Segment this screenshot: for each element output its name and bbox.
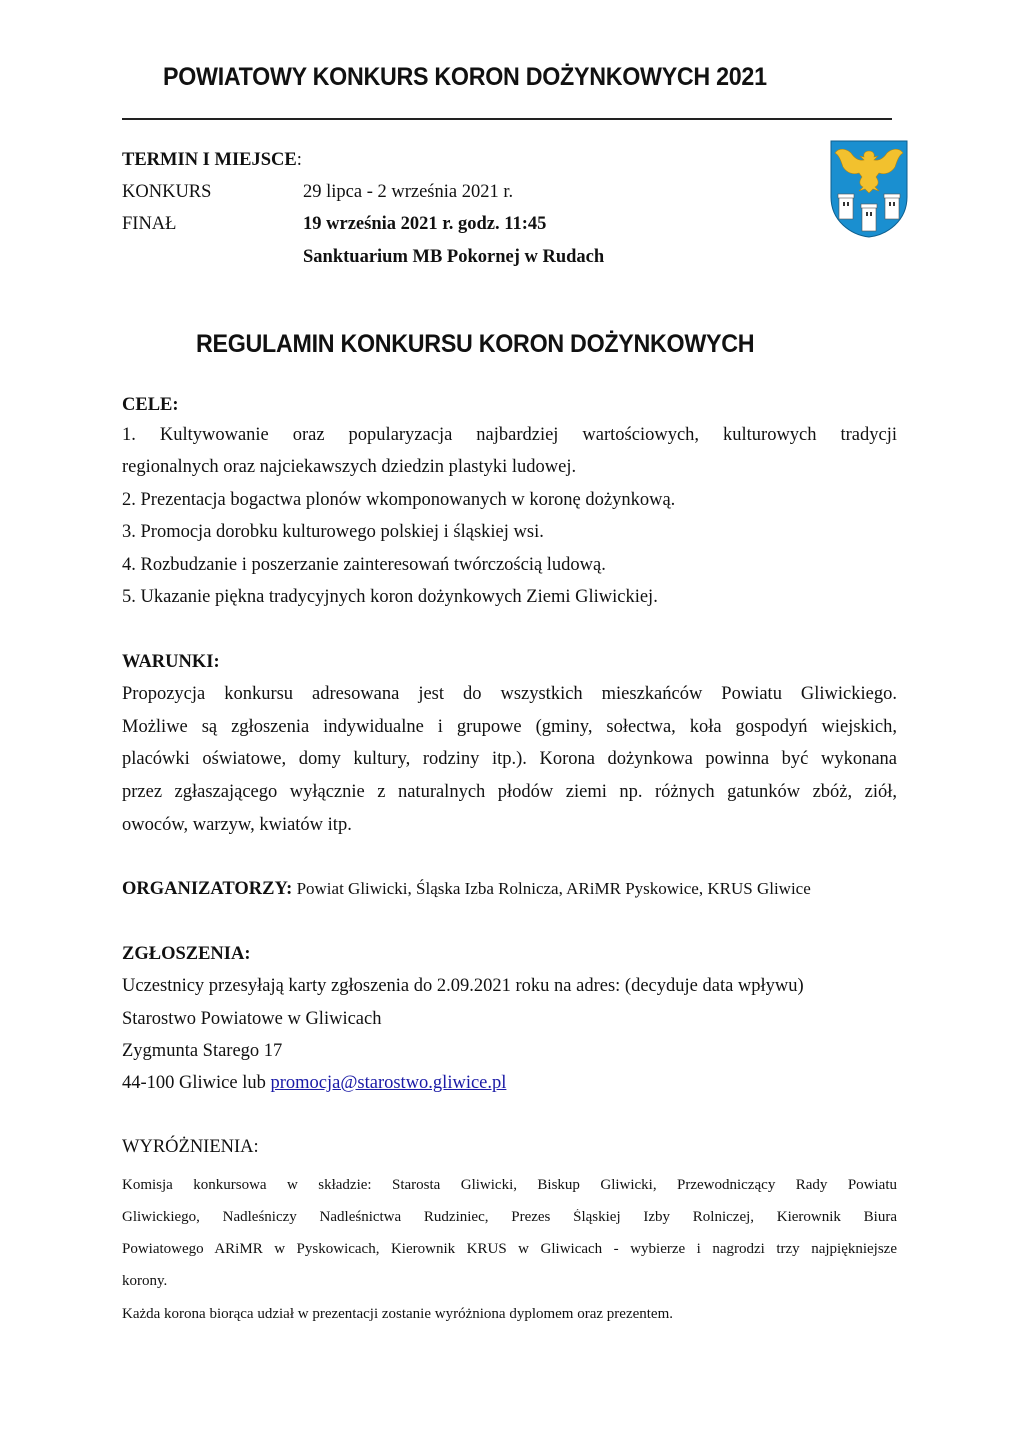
cele-line: 5. Ukazanie piękna tradycyjnych koron dożynkowych Ziemi Gliwickiej. <box>122 587 658 607</box>
wyroznienia-line: Powiatowego ARiMR w Pyskowicach, Kierownik KRUS w Gliwicach - wybierze i nagrodzi trzy najpiękniejsze <box>122 1241 897 1257</box>
organizatorzy-heading: ORGANIZATORZY: <box>122 879 293 899</box>
termin-value-konkurs: 29 lipca - 2 września 2021 r. <box>303 182 514 202</box>
cele-line: 4. Rozbudzanie i poszerzanie zainteresowań twórczością ludową. <box>122 555 606 575</box>
regulamin-title: REGULAMIN KONKURSU KORON DOŻYNKOWYCH <box>196 330 755 358</box>
termin-heading-text: TERMIN I MIEJSCE <box>122 150 297 170</box>
warunki-line: Możliwe są zgłoszenia indywidualne i grupowe (gminy, sołectwa, koła gospodyń wiejskich, <box>122 717 897 737</box>
wyroznienia-heading: WYRÓŻNIENIA: <box>122 1137 259 1157</box>
wyroznienia-final: Każda korona biorąca udział w prezentacji zostanie wyróżniona dyplomem oraz prezentem. <box>122 1306 674 1322</box>
termin-heading-colon: : <box>296 150 302 170</box>
termin-label-konkurs: KONKURS <box>122 182 212 202</box>
cele-line: 3. Promocja dorobku kulturowego polskiej i śląskiej wsi. <box>122 522 544 542</box>
organizatorzy-text: Powiat Gliwicki, Śląska Izba Rolnicza, ARiMR Pyskowice, KRUS Gliwice <box>292 879 811 898</box>
zgloszenia-address-line <box>122 1073 506 1094</box>
termin-value-final: 19 września 2021 r. godz. 11:45 <box>303 214 547 234</box>
email-link[interactable]: promocja@starostwo.gliwice.pl <box>270 1073 507 1093</box>
zgloszenia-line: Starostwo Powiatowe w Gliwicach <box>122 1009 382 1029</box>
title-divider <box>122 118 892 120</box>
organizatorzy-line <box>122 879 811 900</box>
wyroznienia-line: Gliwickiego, Nadleśniczy Nadleśnictwa Rudziniec, Prezes Śląskiej Izby Rolniczej, Kierownik Biura <box>122 1209 897 1225</box>
zgloszenia-address-prefix: 44-100 Gliwice lub <box>122 1073 271 1093</box>
cele-heading: CELE: <box>122 395 179 415</box>
wyroznienia-line: Komisja konkursowa w składzie: Starosta Gliwicki, Biskup Gliwicki, Przewodniczący Rady Powiatu <box>122 1177 897 1193</box>
termin-heading <box>122 150 302 171</box>
warunki-line: owoców, warzyw, kwiatów itp. <box>122 815 352 835</box>
termin-label-final: FINAŁ <box>122 214 177 234</box>
wyroznienia-line: korony. <box>122 1273 168 1289</box>
zgloszenia-line: Uczestnicy przesyłają karty zgłoszenia do 2.09.2021 roku na adres: (decyduje data wpływu) <box>122 976 804 996</box>
cele-line: 2. Prezentacja bogactwa plonów wkomponowanych w koronę dożynkową. <box>122 490 676 510</box>
warunki-line: placówki oświatowe, domy kultury, rodziny itp.). Korona dożynkowa powinna być wykonana <box>122 749 897 769</box>
coat-of-arms-icon <box>829 139 909 239</box>
warunki-line: przez zgłaszającego wyłącznie z naturalnych płodów ziemi np. różnych gatunków zbóż, ziół, <box>122 782 897 802</box>
document-title: POWIATOWY KONKURS KORON DOŻYNKOWYCH 2021 <box>163 63 767 91</box>
cele-line: regionalnych oraz najciekawszych dziedzin plastyki ludowej. <box>122 457 577 477</box>
warunki-heading: WARUNKI: <box>122 652 220 672</box>
warunki-line: Propozycja konkursu adresowana jest do wszystkich mieszkańców Powiatu Gliwickiego. <box>122 684 897 704</box>
zgloszenia-line: Zygmunta Starego 17 <box>122 1041 283 1061</box>
cele-line: 1. Kultywowanie oraz popularyzacja najbardziej wartościowych, kulturowych tradycji <box>122 425 897 445</box>
termin-value-place: Sanktuarium MB Pokornej w Rudach <box>303 247 605 267</box>
zgloszenia-heading: ZGŁOSZENIA: <box>122 944 251 964</box>
